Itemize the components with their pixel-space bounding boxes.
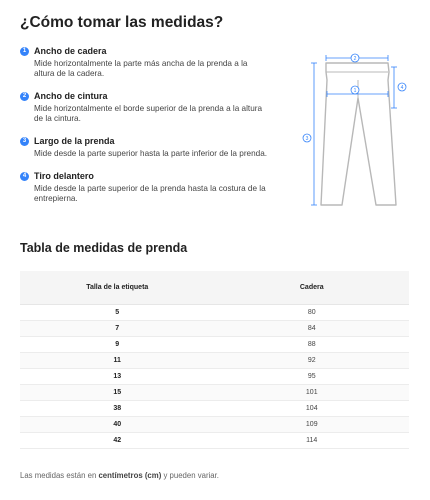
step-number-badge: 4 [20,172,29,181]
step-number-badge: 3 [20,137,29,146]
hip-value: 92 [215,352,410,368]
marker-2-label: 2 [353,56,357,62]
size-label: 38 [20,401,215,417]
size-label: 15 [20,384,215,400]
hip-value: 114 [215,433,410,449]
size-label: 42 [20,433,215,449]
step-1 [20,46,270,79]
table-row [20,417,409,433]
marker-4-label: 4 [400,85,404,91]
size-table [20,271,409,449]
step-2 [20,91,270,124]
footnote-text-before: Las medidas están en [20,471,97,480]
table-row [20,401,409,417]
step-number-badge: 1 [20,47,29,56]
step-description: Mide desde la parte superior hasta la parte inferior de la prenda. [34,149,268,158]
table-row [20,433,409,449]
table-row [20,304,409,320]
hip-value: 101 [215,384,410,400]
step-title: Tiro delantero [34,171,94,181]
hip-value: 80 [215,304,410,320]
table-header-row [20,271,409,304]
marker-3-label: 3 [305,136,309,142]
pants-diagram [296,50,411,210]
table-title: Tabla de medidas de prenda [20,241,188,255]
marker-1-label: 1 [353,88,357,94]
steps-list [20,46,270,216]
step-description: Mide desde la parte superior de la prenda hasta la costura de la entrepierna. [34,184,266,203]
page-title: ¿Cómo tomar las medidas? [20,14,224,31]
table-row [20,368,409,384]
table-row [20,320,409,336]
step-description: Mide horizontalmente la parte más ancha de la prenda a la altura de la cadera. [34,59,248,78]
step-number-badge: 2 [20,92,29,101]
hip-value: 104 [215,401,410,417]
table-row [20,352,409,368]
size-label: 9 [20,336,215,352]
step-title: Ancho de cintura [34,91,108,101]
table-row [20,384,409,400]
size-label: 7 [20,320,215,336]
step-4 [20,171,270,204]
size-label: 5 [20,304,215,320]
hip-value: 88 [215,336,410,352]
footnote-unit: centímetros (cm) [98,471,162,480]
column-header-size: Talla de la etiqueta [20,271,215,304]
column-header-hip: Cadera [215,271,410,304]
hip-value: 84 [215,320,410,336]
table-row [20,336,409,352]
size-label: 13 [20,368,215,384]
footnote [20,471,219,480]
step-description: Mide horizontalmente el borde superior de la prenda a la altura de la cintura. [34,104,263,123]
footnote-text-after: y pueden variar. [163,471,219,480]
hip-value: 95 [215,368,410,384]
size-label: 11 [20,352,215,368]
step-title: Ancho de cadera [34,46,107,56]
hip-value: 109 [215,417,410,433]
step-title: Largo de la prenda [34,136,115,146]
step-3 [20,136,270,159]
size-label: 40 [20,417,215,433]
